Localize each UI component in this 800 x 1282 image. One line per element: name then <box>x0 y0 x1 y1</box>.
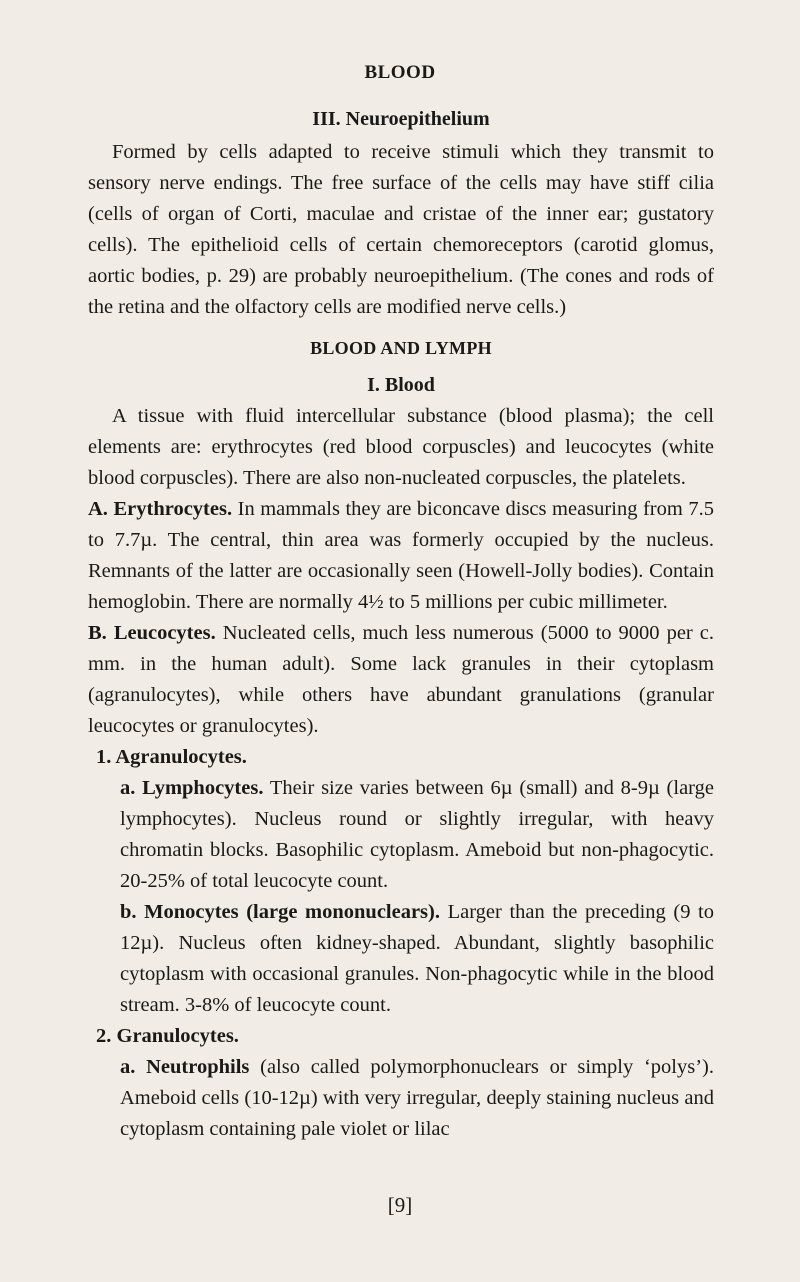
leucocytes-paragraph <box>88 618 714 742</box>
monocytes-label: b. Monocytes (large mononuclears). <box>120 901 440 923</box>
granulocytes-heading: 2. Granulocytes. <box>96 1025 239 1047</box>
running-header: BLOOD <box>364 62 436 83</box>
neuroepithelium-paragraph: Formed by cells adapted to receive stimuli which they transmit to sensory nerve endings. The free surface of the cells may have stiff cilia (cells of organ of Corti, maculae and cristae of the inner ear; gustatory cells). The epithelioid cells of certain chemoreceptors (carotid glomus, aortic bodies, p. 29) are probably neuroepithelium. (The cones and rods of the retina and the olfactory cells are modified nerve cells.) <box>88 141 714 318</box>
monocytes-paragraph <box>120 897 714 1021</box>
erythrocytes-paragraph <box>88 494 714 618</box>
neutrophils-label: a. Neutrophils <box>120 1056 250 1078</box>
leucocytes-text: Nucleated cells, much less numerous (5000 to 9000 per c. mm. in the human adult). Some lack granules in their cytoplasm (agranulocytes), while others have abundant granulations (granular leucocytes or granulocytes). <box>88 622 714 737</box>
lymphocytes-text: Their size varies between 6µ (small) and 8-9µ (large lymphocytes). Nucleus round or slightly irregular, with heavy chromatin blocks. Basophilic cytoplasm. Ameboid but non-phagocytic. 20-25% of total leucocyte count. <box>120 777 714 892</box>
neutrophils-paragraph <box>120 1052 714 1145</box>
page-number: [9] <box>387 1193 413 1217</box>
erythrocytes-text: In mammals they are biconcave discs measuring from 7.5 to 7.7µ. The central, thin area was formerly occupied by the nucleus. Remnants of the latter are occasionally seen (Howell-Jolly bodies). Contain hemoglobin. There are normally 4½ to 5 millions per cubic millimeter. <box>88 498 714 613</box>
lymphocytes-paragraph <box>120 773 714 897</box>
agranulocytes-heading: 1. Agranulocytes. <box>96 746 247 768</box>
neutrophils-text: (also called polymorphonuclears or simply ‘polys’). Ameboid cells (10-12µ) with very irregular, deeply staining nucleus and cytoplasm containing pale violet or lilac <box>120 1056 714 1140</box>
leucocytes-label: B. Leucocytes. <box>88 622 216 644</box>
blood-intro-paragraph: A tissue with fluid intercellular substance (blood plasma); the cell elements are: erythrocytes (red blood corpuscles) and leucocytes (white blood corpuscles). There are also non-nucleated corpuscles, the platelets. <box>88 405 714 489</box>
erythrocytes-label: A. Erythrocytes. <box>88 498 233 520</box>
section-heading-blood: I. Blood <box>367 374 435 396</box>
page-body <box>88 104 714 1145</box>
monocytes-text: Larger than the preceding (9 to 12µ). Nucleus often kidney-shaped. Abundant, slightly basophilic cytoplasm with occasional granules. Non-phagocytic while in the blood stream. 3-8% of leucocyte count. <box>120 901 715 1016</box>
chapter-heading-blood-lymph: BLOOD AND LYMPH <box>310 338 492 358</box>
lymphocytes-label: a. Lymphocytes. <box>120 777 264 799</box>
section-heading-neuroepithelium: III. Neuroepithelium <box>312 108 490 130</box>
